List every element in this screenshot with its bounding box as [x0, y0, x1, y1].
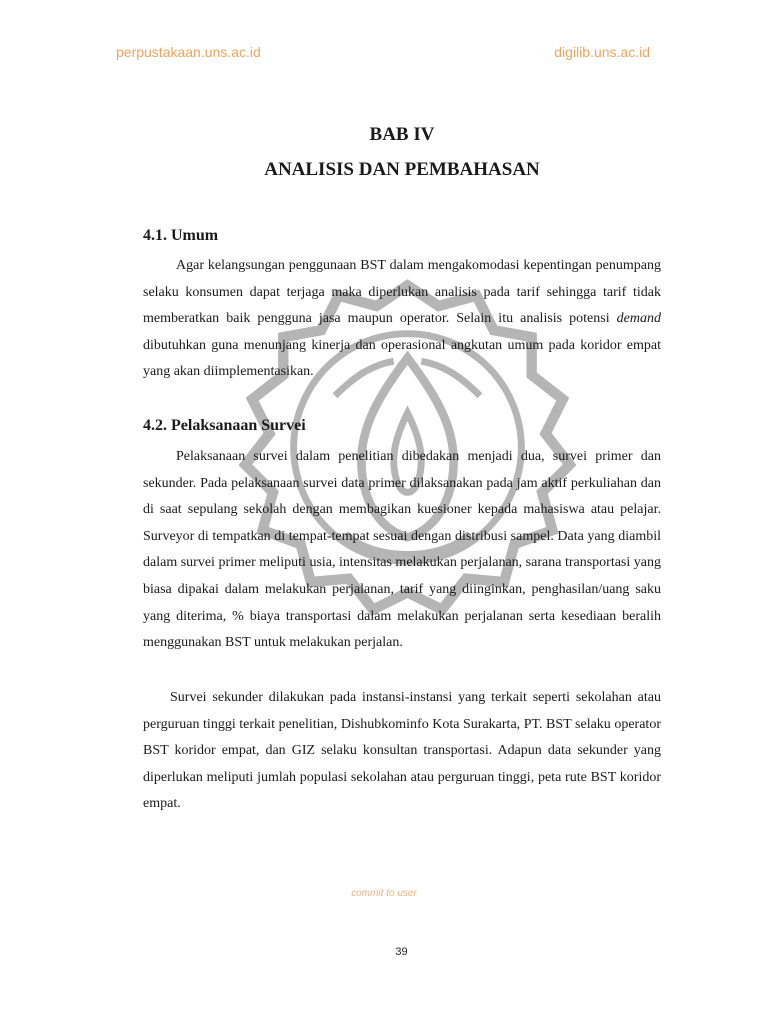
paragraph-survei-sekunder: Survei sekunder dilakukan pada instansi-instansi yang terkait seperti sekolahan atau perguruan tinggi terkait penelitian, Dishubkominfo Kota Surakarta, PT. BST selaku operator BST koridor empat, dan GIZ selaku konsultan transportasi. Adapun data sekunder yang diperlukan meliputi jumlah populasi sekolahan atau perguruan tinggi, peta rute BST koridor empat. [143, 690, 661, 812]
chapter-number: BAB IV [369, 124, 435, 145]
section-heading-umum: 4.1. Umum [143, 227, 219, 244]
header-right-site: digilib.uns.ac.id [554, 44, 650, 60]
chapter-title: ANALISIS DAN PEMBAHASAN [264, 159, 540, 180]
paragraph-text: Agar kelangsungan penggunaan BST dalam mengakomodasi kepentingan penumpang selaku konsumen dapat terjaga maka diperlukan analisis pada tarif sehingga tarif tidak memberatkan baik pengguna jasa maupun operator. Selain itu analisis potensi [143, 258, 661, 327]
emphasis-demand: demand [616, 311, 661, 327]
section-heading-pelaksanaan-survei: 4.2. Pelaksanaan Survei [143, 417, 306, 434]
header-left-site: perpustakaan.uns.ac.id [116, 44, 261, 60]
page-number: 39 [395, 946, 408, 958]
paragraph-umum [143, 253, 661, 386]
paragraph-text: dibutuhkan guna menunjang kinerja dan operasional angkutan umum pada koridor empat yang akan diimplementasikan. [143, 337, 661, 380]
footer-note: commit to user [351, 888, 417, 899]
paragraph-survei-primer: Pelaksanaan survei dalam penelitian dibedakan menjadi dua, survei primer dan sekunder. Pada pelaksanaan survei data primer dilaksanakan pada jam aktif perkuliahan dan di saat sepulang sekolah dengan membagikan kuesioner kepada mahasiswa atau pelajar. Surveyor di tempatkan di tempat-tempat sesuai dengan distribusi sampel. Data yang diambil dalam survei primer meliputi usia, intensitas melakukan perjalanan, sarana transportasi yang biasa dipakai dalam melakukan perjalanan, tarif yang diinginkan, penghasilan/uang saku yang diterima, % biaya transportasi dalam melakukan perjalanan serta kesediaan beralih menggunakan BST untuk melakukan perjalan. [143, 449, 661, 651]
